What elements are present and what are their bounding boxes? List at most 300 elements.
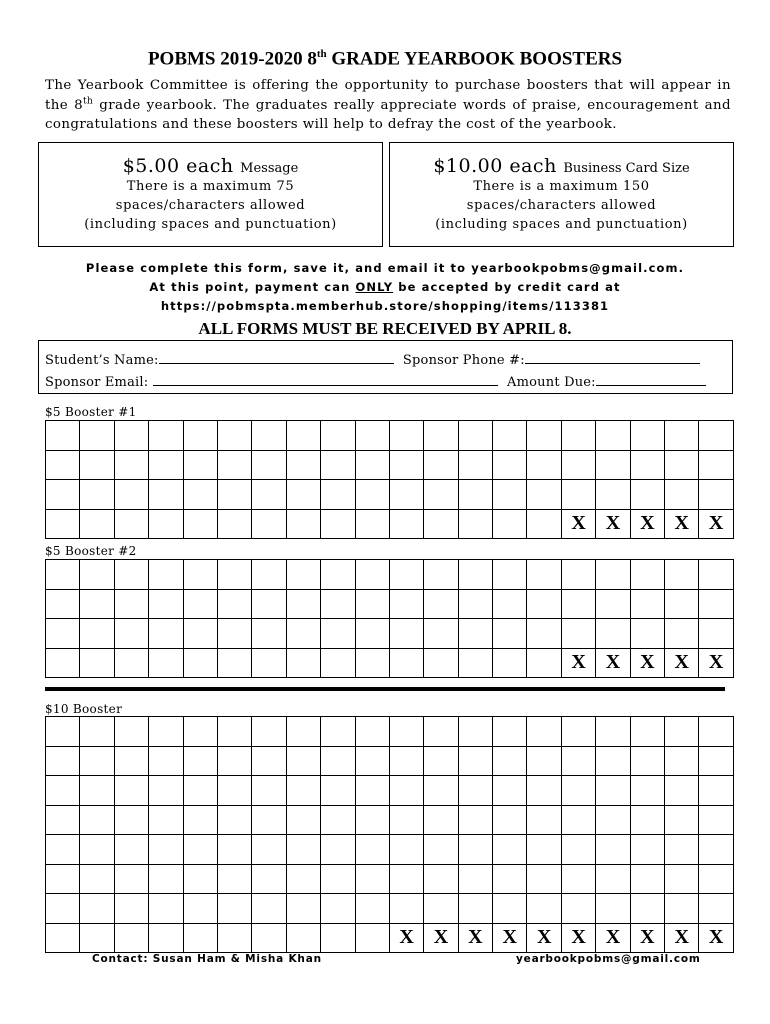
character-cell[interactable]	[286, 923, 320, 953]
character-cell[interactable]	[561, 717, 595, 747]
character-cell[interactable]	[80, 923, 114, 953]
character-cell[interactable]	[389, 509, 423, 539]
character-cell[interactable]	[217, 805, 251, 835]
character-cell[interactable]	[665, 717, 699, 747]
character-cell[interactable]	[355, 923, 389, 953]
character-cell[interactable]	[80, 450, 114, 480]
character-cell[interactable]	[699, 776, 733, 806]
character-cell[interactable]	[458, 560, 492, 590]
character-cell[interactable]	[389, 450, 423, 480]
character-cell[interactable]	[561, 805, 595, 835]
character-cell[interactable]	[217, 776, 251, 806]
character-cell[interactable]	[424, 805, 458, 835]
character-cell[interactable]	[458, 589, 492, 619]
character-cell[interactable]	[183, 746, 217, 776]
character-cell[interactable]	[46, 509, 80, 539]
character-cell[interactable]	[424, 835, 458, 865]
character-cell[interactable]	[458, 480, 492, 510]
character-cell[interactable]	[596, 717, 630, 747]
character-cell[interactable]	[286, 746, 320, 776]
character-cell[interactable]	[217, 480, 251, 510]
character-cell[interactable]	[527, 480, 561, 510]
character-cell[interactable]	[527, 421, 561, 451]
character-cell[interactable]	[424, 776, 458, 806]
character-cell[interactable]	[252, 746, 286, 776]
character-cell[interactable]	[114, 776, 148, 806]
character-cell[interactable]	[424, 560, 458, 590]
character-cell[interactable]	[355, 421, 389, 451]
character-cell[interactable]	[321, 894, 355, 924]
character-cell[interactable]	[46, 746, 80, 776]
character-cell[interactable]	[149, 509, 183, 539]
character-cell[interactable]	[699, 560, 733, 590]
character-cell[interactable]	[252, 589, 286, 619]
character-cell[interactable]	[183, 421, 217, 451]
character-cell[interactable]	[286, 509, 320, 539]
character-cell[interactable]	[665, 746, 699, 776]
character-cell[interactable]	[389, 805, 423, 835]
character-cell[interactable]	[458, 776, 492, 806]
character-cell[interactable]	[630, 560, 664, 590]
character-cell[interactable]	[665, 421, 699, 451]
character-cell[interactable]	[493, 589, 527, 619]
character-cell[interactable]	[149, 589, 183, 619]
character-cell[interactable]	[321, 480, 355, 510]
character-cell[interactable]	[665, 450, 699, 480]
character-cell[interactable]	[561, 480, 595, 510]
character-cell[interactable]	[46, 894, 80, 924]
character-cell[interactable]	[493, 805, 527, 835]
character-cell[interactable]	[665, 835, 699, 865]
character-cell[interactable]	[665, 560, 699, 590]
character-cell[interactable]	[252, 923, 286, 953]
character-cell[interactable]	[114, 560, 148, 590]
character-cell[interactable]	[561, 746, 595, 776]
character-cell[interactable]	[355, 717, 389, 747]
character-cell[interactable]	[80, 480, 114, 510]
character-cell[interactable]	[114, 835, 148, 865]
character-cell[interactable]	[286, 589, 320, 619]
character-cell[interactable]	[527, 619, 561, 649]
character-cell[interactable]	[699, 421, 733, 451]
character-cell[interactable]	[527, 509, 561, 539]
character-cell[interactable]	[149, 717, 183, 747]
character-cell[interactable]	[355, 864, 389, 894]
character-cell[interactable]	[252, 835, 286, 865]
character-cell[interactable]	[389, 560, 423, 590]
character-cell[interactable]	[699, 746, 733, 776]
character-cell[interactable]	[699, 835, 733, 865]
character-cell[interactable]	[355, 450, 389, 480]
character-cell[interactable]	[252, 717, 286, 747]
character-cell[interactable]	[80, 746, 114, 776]
character-cell[interactable]	[252, 894, 286, 924]
character-cell[interactable]	[114, 648, 148, 678]
character-cell[interactable]	[149, 864, 183, 894]
character-cell[interactable]	[493, 619, 527, 649]
character-cell[interactable]	[149, 450, 183, 480]
character-cell[interactable]	[355, 648, 389, 678]
character-cell[interactable]	[527, 894, 561, 924]
character-cell[interactable]	[355, 480, 389, 510]
character-cell[interactable]	[80, 589, 114, 619]
character-cell[interactable]	[183, 450, 217, 480]
character-cell[interactable]	[561, 776, 595, 806]
character-cell[interactable]	[665, 776, 699, 806]
character-cell[interactable]	[46, 421, 80, 451]
character-cell[interactable]	[114, 450, 148, 480]
character-cell[interactable]	[252, 648, 286, 678]
character-cell[interactable]	[149, 746, 183, 776]
character-cell[interactable]	[493, 717, 527, 747]
character-cell[interactable]	[80, 509, 114, 539]
character-cell[interactable]	[286, 805, 320, 835]
character-cell[interactable]	[114, 421, 148, 451]
payment-url[interactable]: https://pobmspta.memberhub.store/shopping/items/113381	[160, 299, 610, 313]
character-cell[interactable]	[183, 717, 217, 747]
character-cell[interactable]	[46, 560, 80, 590]
character-cell[interactable]	[458, 450, 492, 480]
character-cell[interactable]	[699, 480, 733, 510]
character-cell[interactable]	[424, 509, 458, 539]
character-cell[interactable]	[321, 746, 355, 776]
character-cell[interactable]	[321, 421, 355, 451]
character-cell[interactable]	[630, 717, 664, 747]
character-cell[interactable]	[46, 589, 80, 619]
character-cell[interactable]	[46, 776, 80, 806]
character-cell[interactable]	[355, 589, 389, 619]
character-cell[interactable]	[183, 619, 217, 649]
character-cell[interactable]	[355, 619, 389, 649]
character-cell[interactable]	[183, 560, 217, 590]
character-cell[interactable]	[699, 894, 733, 924]
character-cell[interactable]	[630, 421, 664, 451]
character-cell[interactable]	[321, 835, 355, 865]
student-name-field[interactable]	[159, 351, 394, 364]
character-cell[interactable]	[80, 619, 114, 649]
character-cell[interactable]	[321, 450, 355, 480]
character-cell[interactable]	[252, 450, 286, 480]
character-cell[interactable]	[596, 560, 630, 590]
character-cell[interactable]	[596, 619, 630, 649]
character-cell[interactable]	[596, 776, 630, 806]
character-cell[interactable]	[217, 717, 251, 747]
character-cell[interactable]	[493, 776, 527, 806]
character-cell[interactable]	[527, 776, 561, 806]
character-cell[interactable]	[389, 835, 423, 865]
character-cell[interactable]	[389, 421, 423, 451]
character-cell[interactable]	[630, 746, 664, 776]
character-cell[interactable]	[389, 746, 423, 776]
character-cell[interactable]	[596, 589, 630, 619]
character-cell[interactable]	[286, 776, 320, 806]
character-cell[interactable]	[321, 560, 355, 590]
character-cell[interactable]	[389, 717, 423, 747]
character-cell[interactable]	[355, 805, 389, 835]
character-cell[interactable]	[527, 560, 561, 590]
character-cell[interactable]	[46, 835, 80, 865]
character-cell[interactable]	[286, 717, 320, 747]
character-cell[interactable]	[80, 894, 114, 924]
character-cell[interactable]	[149, 619, 183, 649]
character-cell[interactable]	[252, 776, 286, 806]
character-cell[interactable]	[561, 835, 595, 865]
character-cell[interactable]	[80, 717, 114, 747]
character-cell[interactable]	[252, 421, 286, 451]
character-cell[interactable]	[458, 648, 492, 678]
character-cell[interactable]	[527, 864, 561, 894]
character-cell[interactable]	[217, 746, 251, 776]
character-cell[interactable]	[217, 923, 251, 953]
character-cell[interactable]	[493, 450, 527, 480]
character-cell[interactable]	[46, 619, 80, 649]
character-cell[interactable]	[493, 509, 527, 539]
character-cell[interactable]	[561, 894, 595, 924]
character-cell[interactable]	[252, 805, 286, 835]
character-cell[interactable]	[114, 717, 148, 747]
character-cell[interactable]	[699, 864, 733, 894]
sponsor-email-field[interactable]	[153, 373, 498, 386]
character-cell[interactable]	[699, 805, 733, 835]
character-cell[interactable]	[596, 894, 630, 924]
character-cell[interactable]	[149, 480, 183, 510]
character-cell[interactable]	[183, 923, 217, 953]
character-cell[interactable]	[527, 717, 561, 747]
character-cell[interactable]	[355, 776, 389, 806]
character-cell[interactable]	[114, 923, 148, 953]
character-cell[interactable]	[149, 648, 183, 678]
character-cell[interactable]	[286, 894, 320, 924]
character-cell[interactable]	[493, 560, 527, 590]
character-cell[interactable]	[424, 450, 458, 480]
character-cell[interactable]	[321, 776, 355, 806]
character-cell[interactable]	[424, 589, 458, 619]
character-cell[interactable]	[80, 835, 114, 865]
character-cell[interactable]	[458, 421, 492, 451]
character-cell[interactable]	[286, 648, 320, 678]
character-cell[interactable]	[424, 619, 458, 649]
character-cell[interactable]	[424, 894, 458, 924]
character-cell[interactable]	[389, 864, 423, 894]
character-cell[interactable]	[321, 648, 355, 678]
character-cell[interactable]	[561, 619, 595, 649]
character-cell[interactable]	[46, 923, 80, 953]
character-cell[interactable]	[458, 717, 492, 747]
character-cell[interactable]	[149, 776, 183, 806]
character-cell[interactable]	[286, 619, 320, 649]
character-cell[interactable]	[183, 480, 217, 510]
character-cell[interactable]	[596, 835, 630, 865]
character-cell[interactable]	[46, 648, 80, 678]
amount-due-field[interactable]	[596, 373, 706, 386]
character-cell[interactable]	[286, 835, 320, 865]
character-cell[interactable]	[217, 835, 251, 865]
character-cell[interactable]	[493, 746, 527, 776]
character-cell[interactable]	[183, 864, 217, 894]
character-cell[interactable]	[355, 509, 389, 539]
character-cell[interactable]	[389, 589, 423, 619]
character-cell[interactable]	[80, 560, 114, 590]
character-cell[interactable]	[699, 717, 733, 747]
character-cell[interactable]	[149, 835, 183, 865]
character-cell[interactable]	[183, 894, 217, 924]
character-cell[interactable]	[114, 805, 148, 835]
character-cell[interactable]	[424, 480, 458, 510]
character-cell[interactable]	[149, 421, 183, 451]
character-cell[interactable]	[630, 864, 664, 894]
character-cell[interactable]	[630, 450, 664, 480]
character-cell[interactable]	[183, 805, 217, 835]
character-cell[interactable]	[286, 560, 320, 590]
character-cell[interactable]	[46, 805, 80, 835]
character-cell[interactable]	[217, 894, 251, 924]
character-cell[interactable]	[561, 864, 595, 894]
character-cell[interactable]	[493, 421, 527, 451]
character-cell[interactable]	[355, 894, 389, 924]
character-cell[interactable]	[286, 864, 320, 894]
character-cell[interactable]	[424, 717, 458, 747]
character-cell[interactable]	[114, 746, 148, 776]
character-cell[interactable]	[665, 864, 699, 894]
character-cell[interactable]	[493, 835, 527, 865]
character-cell[interactable]	[286, 450, 320, 480]
character-cell[interactable]	[217, 560, 251, 590]
character-cell[interactable]	[458, 746, 492, 776]
character-cell[interactable]	[252, 864, 286, 894]
character-cell[interactable]	[183, 776, 217, 806]
character-cell[interactable]	[114, 509, 148, 539]
character-cell[interactable]	[493, 894, 527, 924]
character-cell[interactable]	[80, 421, 114, 451]
character-cell[interactable]	[424, 648, 458, 678]
character-cell[interactable]	[355, 835, 389, 865]
character-cell[interactable]	[561, 450, 595, 480]
character-cell[interactable]	[80, 864, 114, 894]
character-cell[interactable]	[630, 619, 664, 649]
character-cell[interactable]	[630, 776, 664, 806]
character-cell[interactable]	[183, 648, 217, 678]
character-cell[interactable]	[114, 589, 148, 619]
character-cell[interactable]	[596, 421, 630, 451]
character-cell[interactable]	[596, 480, 630, 510]
character-cell[interactable]	[630, 835, 664, 865]
character-cell[interactable]	[699, 589, 733, 619]
character-cell[interactable]	[527, 746, 561, 776]
character-cell[interactable]	[458, 835, 492, 865]
character-cell[interactable]	[527, 450, 561, 480]
character-cell[interactable]	[149, 894, 183, 924]
character-cell[interactable]	[217, 509, 251, 539]
character-cell[interactable]	[80, 805, 114, 835]
character-cell[interactable]	[114, 864, 148, 894]
character-cell[interactable]	[458, 805, 492, 835]
sponsor-phone-field[interactable]	[525, 351, 700, 364]
character-cell[interactable]	[46, 480, 80, 510]
character-cell[interactable]	[665, 805, 699, 835]
character-cell[interactable]	[183, 589, 217, 619]
character-cell[interactable]	[630, 805, 664, 835]
character-cell[interactable]	[458, 894, 492, 924]
character-cell[interactable]	[389, 619, 423, 649]
character-cell[interactable]	[114, 619, 148, 649]
character-cell[interactable]	[321, 805, 355, 835]
character-cell[interactable]	[389, 648, 423, 678]
character-cell[interactable]	[217, 450, 251, 480]
character-cell[interactable]	[527, 835, 561, 865]
character-cell[interactable]	[321, 619, 355, 649]
character-cell[interactable]	[355, 560, 389, 590]
character-cell[interactable]	[183, 509, 217, 539]
character-cell[interactable]	[665, 894, 699, 924]
character-cell[interactable]	[321, 509, 355, 539]
character-cell[interactable]	[389, 776, 423, 806]
character-cell[interactable]	[183, 835, 217, 865]
character-cell[interactable]	[665, 589, 699, 619]
footer-email[interactable]: yearbookpobms@gmail.com	[516, 953, 701, 965]
character-cell[interactable]	[699, 450, 733, 480]
character-cell[interactable]	[596, 746, 630, 776]
character-cell[interactable]	[149, 805, 183, 835]
character-cell[interactable]	[630, 480, 664, 510]
character-cell[interactable]	[46, 717, 80, 747]
character-cell[interactable]	[149, 923, 183, 953]
character-cell[interactable]	[80, 776, 114, 806]
character-cell[interactable]	[596, 450, 630, 480]
character-cell[interactable]	[149, 560, 183, 590]
character-cell[interactable]	[321, 864, 355, 894]
character-cell[interactable]	[561, 589, 595, 619]
character-cell[interactable]	[665, 480, 699, 510]
character-cell[interactable]	[458, 509, 492, 539]
character-cell[interactable]	[424, 421, 458, 451]
character-cell[interactable]	[527, 648, 561, 678]
character-cell[interactable]	[114, 894, 148, 924]
character-cell[interactable]	[252, 619, 286, 649]
character-cell[interactable]	[596, 864, 630, 894]
character-cell[interactable]	[46, 864, 80, 894]
character-cell[interactable]	[458, 619, 492, 649]
character-cell[interactable]	[217, 864, 251, 894]
character-cell[interactable]	[114, 480, 148, 510]
character-cell[interactable]	[217, 648, 251, 678]
character-cell[interactable]	[630, 894, 664, 924]
character-cell[interactable]	[630, 589, 664, 619]
character-cell[interactable]	[699, 619, 733, 649]
character-cell[interactable]	[321, 923, 355, 953]
character-cell[interactable]	[527, 805, 561, 835]
character-cell[interactable]	[252, 509, 286, 539]
character-cell[interactable]	[493, 648, 527, 678]
character-cell[interactable]	[217, 421, 251, 451]
character-cell[interactable]	[286, 480, 320, 510]
character-cell[interactable]	[389, 480, 423, 510]
character-cell[interactable]	[321, 589, 355, 619]
character-cell[interactable]	[665, 619, 699, 649]
character-cell[interactable]	[46, 450, 80, 480]
character-cell[interactable]	[321, 717, 355, 747]
character-cell[interactable]	[561, 560, 595, 590]
character-cell[interactable]	[252, 560, 286, 590]
character-cell[interactable]	[355, 746, 389, 776]
character-cell[interactable]	[252, 480, 286, 510]
character-cell[interactable]	[80, 648, 114, 678]
character-cell[interactable]	[596, 805, 630, 835]
character-cell[interactable]	[561, 421, 595, 451]
character-cell[interactable]	[493, 864, 527, 894]
character-cell[interactable]	[217, 619, 251, 649]
character-cell[interactable]	[424, 864, 458, 894]
character-cell[interactable]	[493, 480, 527, 510]
